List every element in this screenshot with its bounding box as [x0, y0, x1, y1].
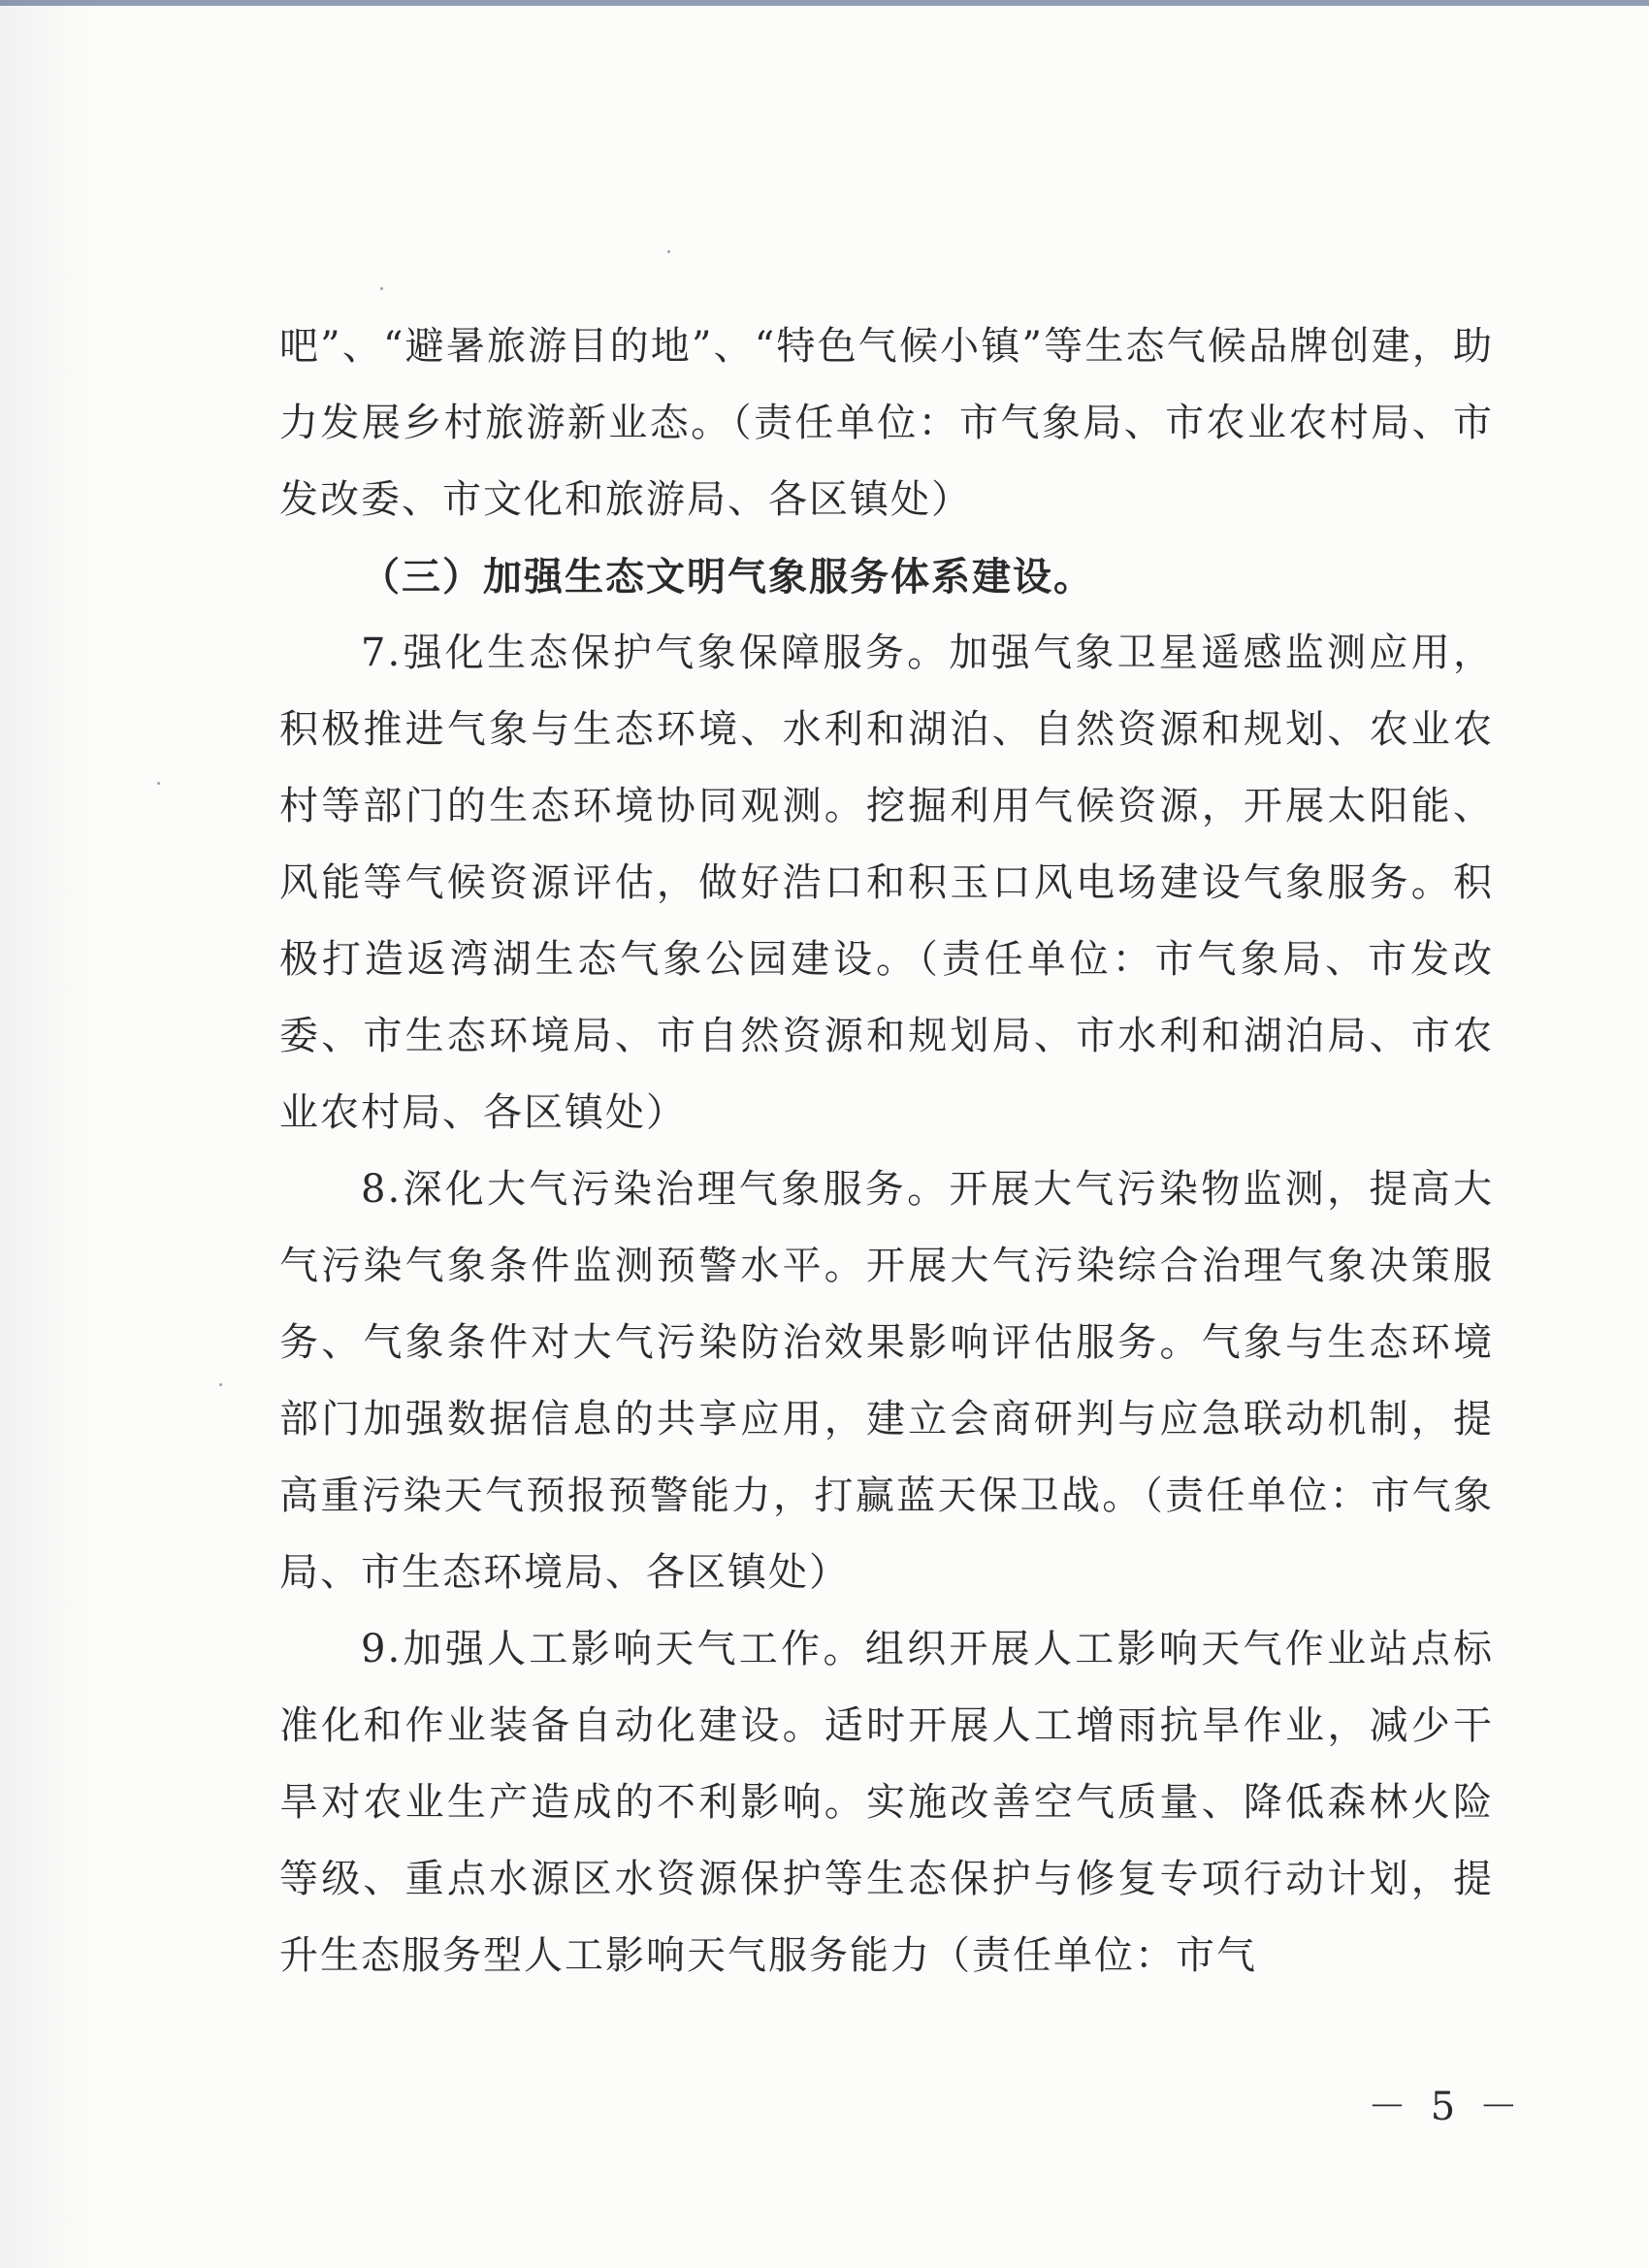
scan-shadow-left [0, 0, 107, 2268]
scan-edge-top [0, 0, 1649, 6]
scan-speck [219, 1383, 222, 1386]
scan-speck [380, 287, 383, 290]
scan-speck [667, 250, 670, 253]
paragraph-continuation: 吧”、“避暑旅游目的地”、“特色气候小镇”等生态气候品牌创建，助力发展乡村旅游新业态。（责任单位：市气象局、市农业农村局、市发改委、市文化和旅游局、各区镇处） [279, 324, 1494, 522]
paragraph-item-9: 9.加强人工影响天气工作。组织开展人工影响天气作业站点标准化和作业装备自动化建设。适时开展人工增雨抗旱作业，减少干旱对农业生产造成的不利影响。实施改善空气质量、降低森林火险等级、重点水源区水资源保护等生态保护与修复专项行动计划，提升生态服务型人工影响天气服务能力（责任单位：市气 [279, 1627, 1494, 1978]
body-text [279, 308, 1494, 1994]
paragraph-item-7: 7.强化生态保护气象保障服务。加强气象卫星遥感监测应用，积极推进气象与生态环境、水利和湖泊、自然资源和规划、农业农村等部门的生态环境协同观测。挖掘利用气候资源，开展太阳能、风能等气候资源评估，做好浩口和积玉口风电场建设气象服务。积极打造返湾湖生态气象公园建设。（责任单位：市气象局、市发改委、市生态环境局、市自然资源和规划局、市水利和湖泊局、市农业农村局、各区镇处） [279, 631, 1494, 1135]
paragraph-item-8: 8.深化大气污染治理气象服务。开展大气污染物监测，提高大气污染气象条件监测预警水平。开展大气污染综合治理气象决策服务、气象条件对大气污染防治效果影响评估服务。气象与生态环境部门加强数据信息的共享应用，建立会商研判与应急联动机制，提高重污染天气预报预警能力，打赢蓝天保卫战。（责任单位：市气象局、市生态环境局、各区镇处） [279, 1167, 1494, 1595]
section-heading-3: （三）加强生态文明气象服务体系建设。 [361, 554, 1094, 599]
page-number: － 5 － [1368, 2085, 1524, 2129]
scan-speck [157, 782, 160, 785]
